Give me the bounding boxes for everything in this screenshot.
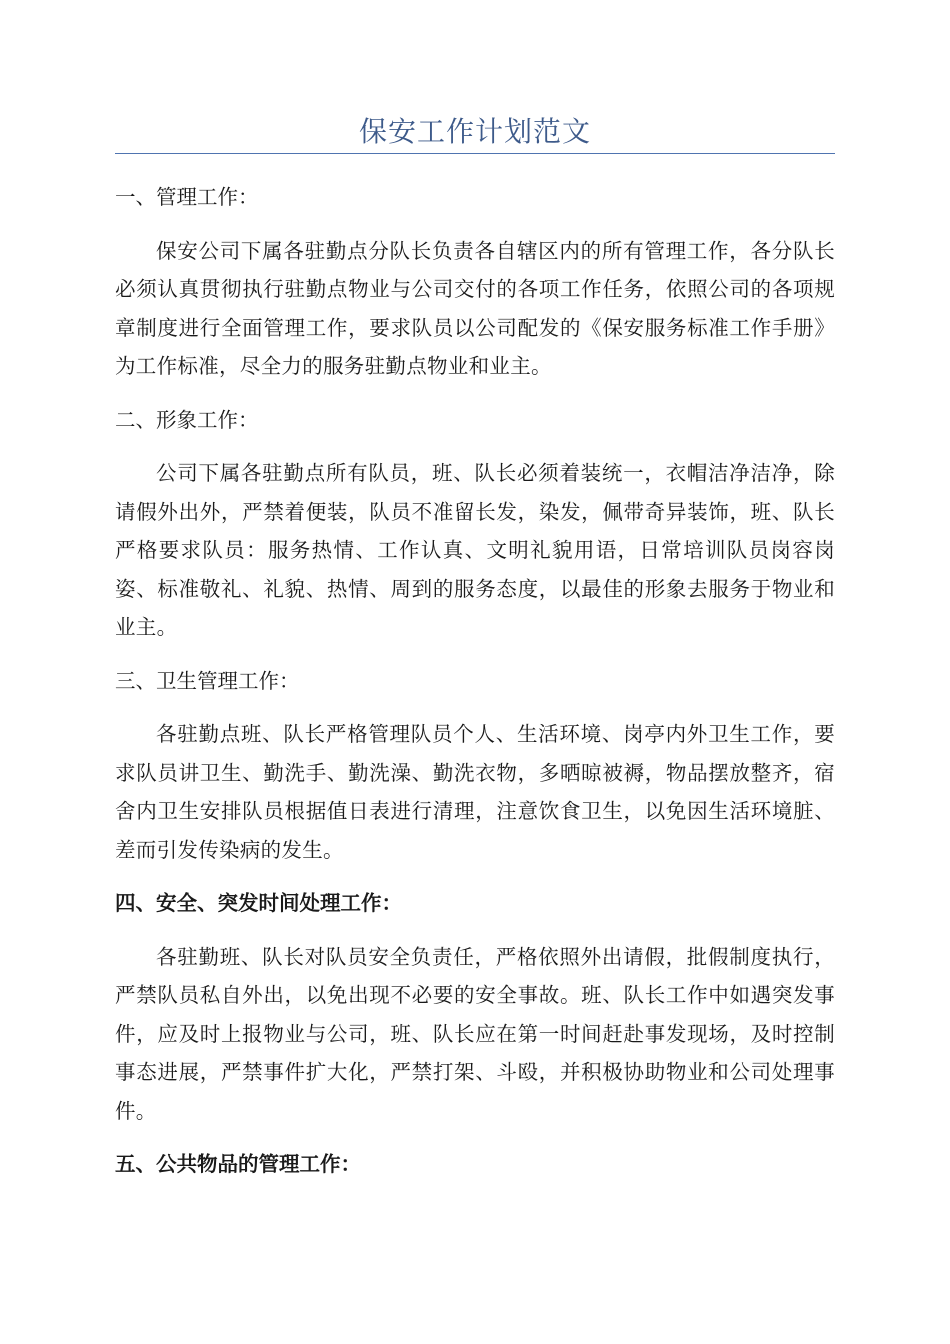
title-underline [115, 153, 835, 154]
section-body-management: 保安公司下属各驻勤点分队长负责各自辖区内的所有管理工作，各分队长必须认真贯彻执行驻勤点物业与公司交付的各项工作任务，依照公司的各项规章制度进行全面管理工作，要求队员以公司配发的《保安服务标准工作手册》为工作标准，尽全力的服务驻勤点物业和业主。 [115, 238, 835, 378]
section-body-safety: 各驻勤班、队长对队员安全负责任，严格依照外出请假，批假制度执行，严禁队员私自外出，以免出现不必要的安全事故。班、队长工作中如遇突发事件，应及时上报物业与公司，班、队长应在第一时间赶赴事发现场，及时控制事态进展，严禁事件扩大化，严禁打架、斗殴，并积极协助物业和公司处理事件。 [115, 944, 835, 1123]
document-title: 保安工作计划范文 [358, 115, 591, 148]
section-body-image: 公司下属各驻勤点所有队员，班、队长必须着装统一，衣帽洁净洁净，除请假外出外，严禁着便装，队员不准留长发，染发，佩带奇异装饰，班、队长严格要求队员：服务热情、工作认真、文明礼貌用语，日常培训队员岗容岗姿、标准敬礼、礼貌、热情、周到的服务态度，以最佳的形象去服务于物业和业主。 [115, 461, 835, 639]
section-heading-public-items: 五、公共物品的管理工作： [115, 1152, 361, 1176]
section-body-hygiene: 各驻勤点班、队长严格管理队员个人、生活环境、岗亭内外卫生工作，要求队员讲卫生、勤洗手、勤洗澡、勤洗衣物，多晒晾被褥，物品摆放整齐，宿舍内卫生安排队员根据值日表进行清理，注意饮食卫生，以免因生活环境脏、差而引发传染病的发生。 [115, 722, 835, 862]
section-heading-hygiene: 三、卫生管理工作： [115, 668, 300, 693]
section-heading-image: 二、形象工作： [115, 407, 259, 432]
section-heading-management: 一、管理工作： [115, 185, 259, 209]
document-body [115, 178, 835, 1199]
section-heading-safety: 四、安全、突发时间处理工作： [115, 891, 402, 915]
